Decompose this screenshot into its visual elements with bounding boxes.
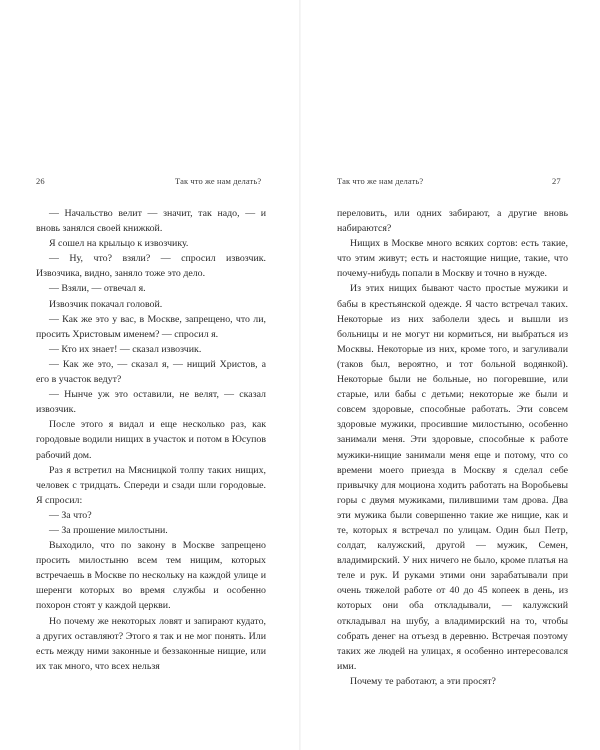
right-page: [300, 0, 600, 750]
left-page-body: [36, 206, 266, 674]
paragraph: — За что?: [49, 509, 92, 521]
paragraph: Из этих нищих бывают часто простые мужики и бабы в крестьянской одежде. Я часто встречал таких. Некоторые из них заболели здесь и вышли из больницы и не могут ни кормиться, ни выбраться из Москвы. Некоторые из них, кроме того, и загуливали (таков был, вероятно, и тот больной водянкой). Некоторые были не больные, но погоревшие, или старые, или бабы с детьми; некоторые же были и совсем здоровые, способные работать. Эти совсем здоровые мужики, просившие милостыню, особенно занимали меня. Эти здоровые, способные к работе мужики-нищие занимали меня еще и потому, что со времени моего приезда в Москву я сделал себе привычку для моциона ходить работать на Воробьевы горы с двумя мужиками, пилившими там дрова. Два эти мужика были совершенно такие же нищие, как и те, которых я встречал по улицам. Один был Петр, солдат, калужский, другой — мужик, Семен, владимирский. У них ничего не было, кроме платья на теле и рук. И руками этими они зарабатывали при очень тяжелой работе от 40 до 45 копеек в день, из которых они оба откладывали, — калужский откладывал на шубу, а владимирский на то, чтобы собрать денег на отъезд в деревню. Встречая поэтому таких же людей на улицах, я особенно интересовался ими.: [337, 283, 568, 672]
paragraph: — Как же это у вас, в Москве, запрещено, что ли, просить Христовым именем? — спросил я.: [36, 313, 266, 340]
paragraph: — Кто их знает! — сказал извозчик.: [49, 343, 202, 355]
running-title-right: Так что же нам делать?: [337, 176, 424, 186]
paragraph: — Ну, что? взяли? — спросил извозчик. Извозчика, видно, заняло тоже это дело.: [36, 253, 266, 280]
paragraph: — За прошение милостыни.: [49, 524, 168, 536]
paragraph: После этого я видал и еще несколько раз, как городовые водили нищих в участок и потом в Юсупов рабочий дом.: [36, 419, 266, 461]
paragraph: Раз я встретил на Мясницкой толпу таких нищих, человек с тридцать. Спереди и сзади шли городовые. Я спросил:: [36, 464, 266, 506]
right-page-body: [337, 206, 568, 689]
page-number-left: 26: [36, 176, 45, 186]
paragraph: — Как же это, — сказал я, — нищий Христов, а его в участок ведут?: [36, 358, 266, 386]
paragraph: — Взяли, — отвечал я.: [49, 283, 146, 295]
paragraph: Почему те работают, а эти просят?: [350, 675, 496, 687]
paragraph: Нищих в Москве много всяких сортов: есть такие, что этим живут; есть и настоящие нищие, такие, что почему-нибудь попали в Москву и точно в нужде.: [337, 238, 568, 280]
running-title-left: Так что же нам делать?: [175, 176, 262, 186]
paragraph: Но почему же некоторых ловят и запирают кудато, а других оставляют? Этого я так и не мог понять. Или есть между ними законные и беззаконные нищие, или их так много, что всех нельзя: [36, 615, 266, 672]
paragraph: Я сошел на крыльцо к извозчику.: [49, 238, 189, 250]
paragraph: Извозчик покачал головой.: [49, 298, 163, 310]
continued-paragraph: переловить, или одних забирают, а другие вновь набираются?: [337, 208, 568, 235]
paragraph: — Нынче уж это оставили, не велят, — сказал извозчик.: [36, 389, 266, 416]
paragraph: Выходило, что по закону в Москве запрещено просить милостыню всем тем нищим, которых встречаешь в Москве по нескольку на каждой улице и шеренги которых во время службы и особенно похорон стоят у каждой церкви.: [36, 540, 266, 612]
paragraph: — Начальство велит — значит, так надо, — и вновь занялся своей книжкой.: [36, 208, 266, 235]
page-number-right: 27: [552, 176, 561, 186]
